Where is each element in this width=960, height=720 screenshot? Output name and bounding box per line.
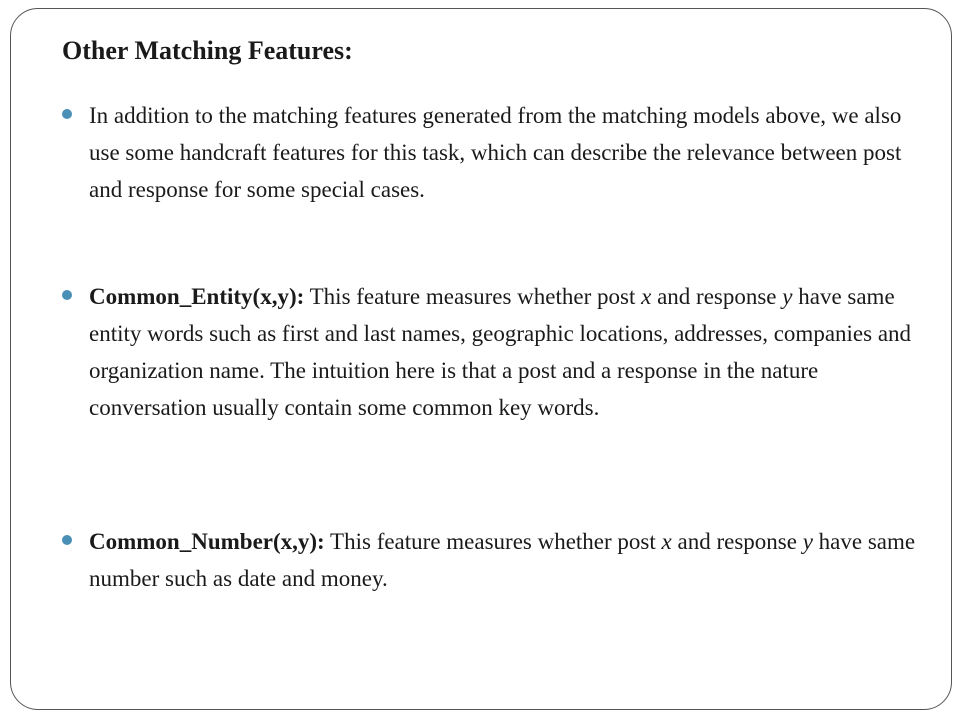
bullet-dot-icon bbox=[62, 290, 72, 300]
bullet-common-number bbox=[89, 523, 919, 597]
variable-y: y bbox=[782, 284, 793, 309]
bullet-text: and response bbox=[651, 284, 783, 309]
bullet-handcraft-features bbox=[89, 97, 919, 208]
bullet-text: have same number such as date and money. bbox=[89, 529, 916, 591]
variable-x: x bbox=[641, 284, 652, 309]
bullet-text: This feature measures whether post bbox=[304, 284, 642, 309]
slide-title: Other Matching Features: bbox=[62, 36, 353, 65]
variable-x: x bbox=[661, 529, 672, 554]
bullet-text: In addition to the matching features generated from the matching models above, we also use some handcraft features for this task, which can describe the relevance between post and response for some special cases. bbox=[89, 103, 902, 202]
bullet-dot-icon bbox=[62, 535, 72, 545]
bullet-text: This feature measures whether post bbox=[324, 529, 662, 554]
bullet-text: and response bbox=[671, 529, 803, 554]
bullet-common-entity bbox=[89, 278, 919, 426]
feature-term: Common_Number(x,y): bbox=[89, 529, 325, 554]
bullet-text: have same entity words such as first and last names, geographic locations, addresses, companies and organization name. The intuition here is that a post and a response in the nature conversation usually contain some common key words. bbox=[89, 284, 912, 420]
bullet-dot-icon bbox=[62, 109, 72, 119]
variable-y: y bbox=[802, 529, 813, 554]
feature-term: Common_Entity(x,y): bbox=[89, 284, 305, 309]
